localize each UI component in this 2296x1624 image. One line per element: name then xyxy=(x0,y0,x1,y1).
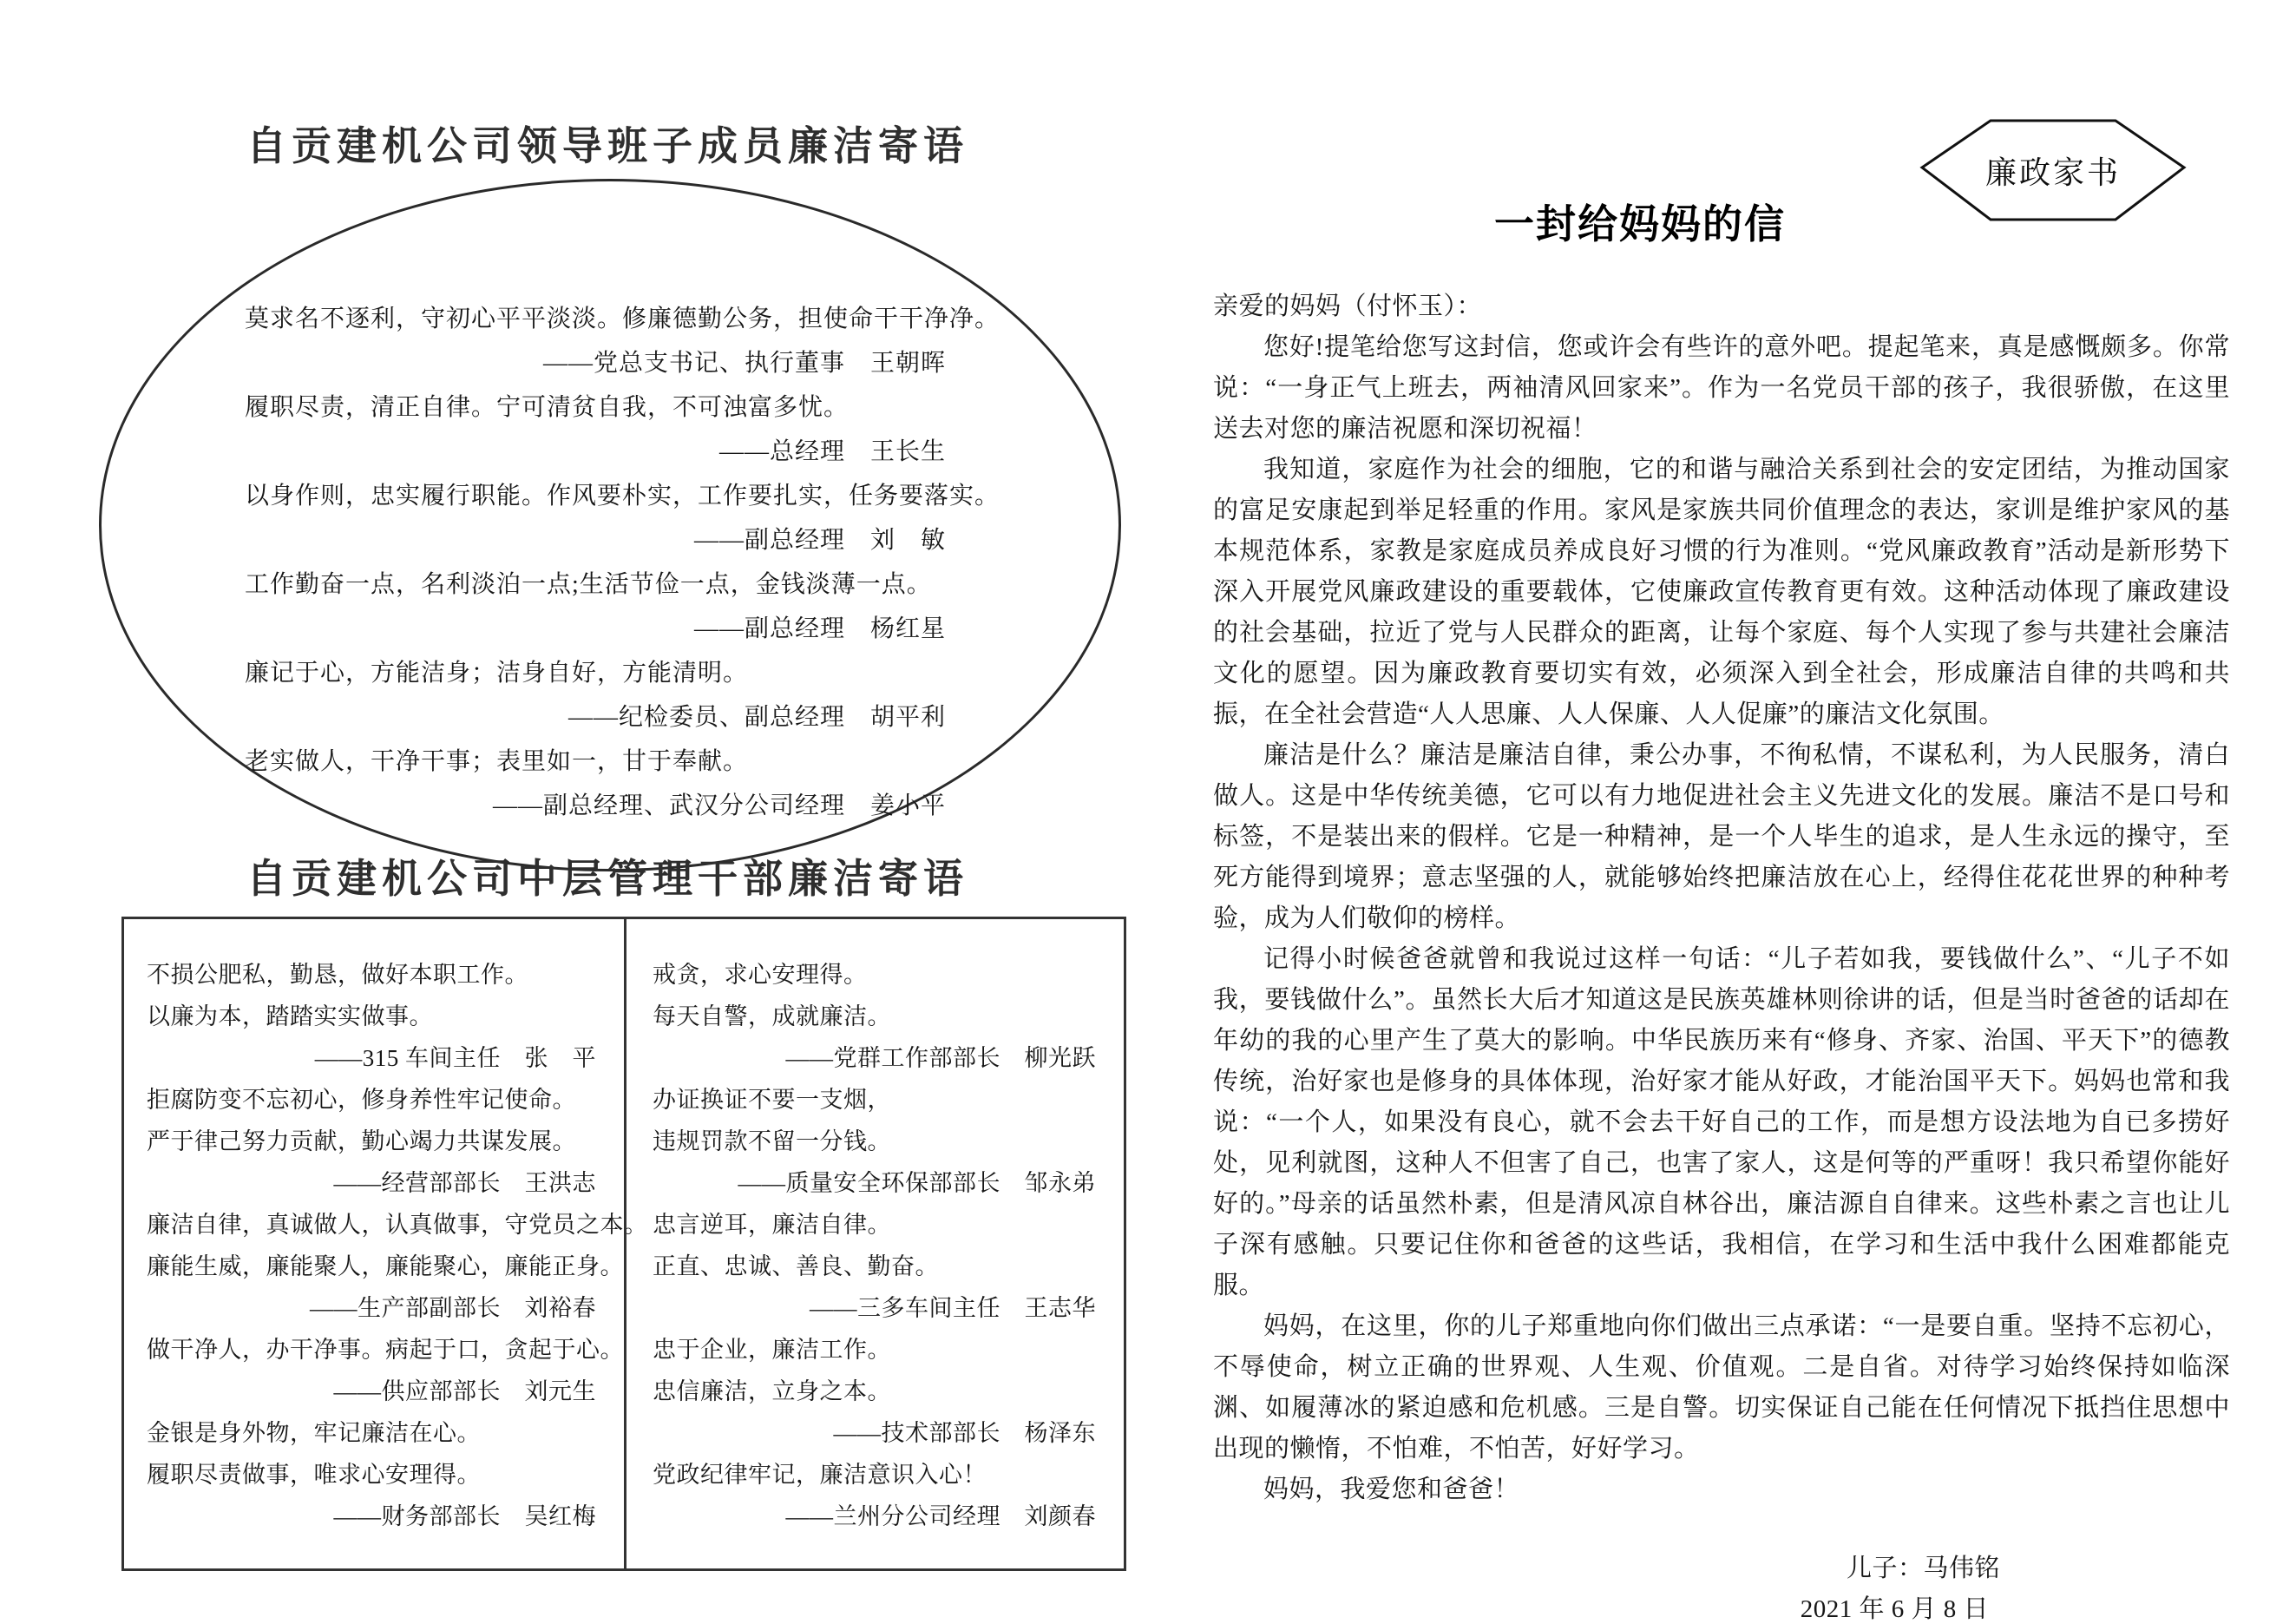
letter-signature: 儿子：马伟铭 xyxy=(1846,1555,2000,1582)
letter-body xyxy=(1213,286,2230,1624)
quote-line: 廉洁自律，真诚做人，认真做事，守党员之本。 xyxy=(147,1212,648,1238)
letter-salutation: 亲爱的妈妈（付怀玉）： xyxy=(1213,293,1483,320)
quote-attribution: ——315 车间主任 张 平 xyxy=(314,1045,596,1071)
middle-quotes-box xyxy=(121,917,1126,1571)
quote-item xyxy=(653,1079,1110,1204)
leader-quote xyxy=(245,474,1000,562)
quote-line: 履职尽责做事，唯求心安理得。 xyxy=(147,1462,481,1488)
quote-attribution: ——副总经理、武汉分公司经理 姜小平 xyxy=(492,792,946,819)
quote-line: 忠于企业，廉洁工作。 xyxy=(653,1337,891,1363)
integrity-letter-badge xyxy=(1918,115,2188,226)
quote-item xyxy=(147,954,610,1079)
quote-attribution: ——纪检委员、副总经理 胡平利 xyxy=(567,704,946,731)
quote-item xyxy=(147,1329,624,1412)
quote-line: 违规罚款不留一分钱。 xyxy=(653,1128,891,1154)
letter-date: 2021 年 6 月 8 日 xyxy=(1800,1595,1989,1623)
letter-paragraph: 我知道，家庭作为社会的细胞，它的和谐与融洽关系到社会的安定团结，为推动国家的富足安康起到举足轻重的作用。家风是家族共同价值理念的表达，家训是维护家风的基本规范体系，家教是家庭成员养成良好习惯的行为准则。“党风廉政教育”活动是新形势下深入开展党风廉政建设的重要载体，它使廉政宣传教育更有效。这种活动体现了廉政建设的社会基础，拉近了党与人民群众的距离，让每个家庭、每个人实现了参与共建社会廉洁文化的愿望。因为廉政教育要切实有效，必须深入到全社会，形成廉洁自律的共鸣和共振，在全社会营造“人人思廉、人人保廉、人人促廉”的廉洁文化氛围。 xyxy=(1213,456,2230,728)
quote-attribution: ——党群工作部部长 柳光跃 xyxy=(785,1045,1096,1071)
quote-text: 老实做人，干净干事；表里如一，甘于奉献。 xyxy=(245,748,749,775)
middle-managers-section-title: 自贡建机公司中层管理干部廉洁寄语 xyxy=(246,857,968,901)
quote-line: 以廉为本，踏踏实实做事。 xyxy=(147,1003,433,1029)
leaders-quotes xyxy=(245,297,1000,828)
quote-attribution: ——生产部副部长 刘裕春 xyxy=(310,1295,596,1321)
quote-attribution: ——兰州分公司经理 刘颜春 xyxy=(785,1503,1096,1529)
quote-line: 拒腐防变不忘初心，修身养性牢记使命。 xyxy=(147,1087,576,1113)
letter-paragraph: 廉洁是什么？廉洁是廉洁自律，秉公办事，不徇私情，不谋私利，为人民服务，清白做人。这是中华传统美德，它可以有力地促进社会主义先进文化的发展。廉洁不是口号和标签，不是装出来的假样。它是一种精神，是一个人毕生的追求，是人生永远的操守，至死方能得到境界；意志坚强的人，就能够始终把廉洁放在心上，经得住花花世界的种种考验，成为人们敬仰的榜样。 xyxy=(1213,741,2230,932)
middle-quotes-left-column xyxy=(124,919,648,1568)
leader-quote xyxy=(245,562,970,651)
quote-text: 莫求名不逐利，守初心平平淡淡。修廉德勤公务，担使命干干净净。 xyxy=(245,306,1000,332)
quote-attribution: ——财务部部长 吴红梅 xyxy=(333,1503,596,1529)
letter-title: 一封给妈妈的信 xyxy=(1494,202,1786,247)
quote-item xyxy=(653,954,1110,1079)
quote-line: 金银是身外物，牢记廉洁在心。 xyxy=(147,1420,481,1446)
quote-line: 党政纪律牢记，廉洁意识入心！ xyxy=(653,1462,987,1488)
quote-attribution: ——技术部部长 杨泽东 xyxy=(833,1420,1096,1446)
leader-quote xyxy=(245,385,970,474)
quote-item xyxy=(653,1204,1110,1329)
quote-attribution: ——总经理 王长生 xyxy=(718,438,946,465)
quote-line: 戒贪，求心安理得。 xyxy=(653,962,868,988)
quote-line: 正直、忠诚、善良、勤奋。 xyxy=(653,1253,939,1279)
quote-attribution: ——供应部部长 刘元生 xyxy=(333,1378,596,1404)
quote-line: 每天自警，成就廉洁。 xyxy=(653,1003,891,1029)
quote-attribution: ——副总经理 刘 敏 xyxy=(693,527,946,554)
quote-attribution: ——党总支书记、执行董事 王朝晖 xyxy=(542,350,946,377)
leader-quote xyxy=(245,740,970,828)
quote-item xyxy=(653,1454,1110,1537)
quote-attribution: ——经营部部长 王洪志 xyxy=(333,1170,596,1196)
letter-paragraph: 记得小时候爸爸就曾和我说过这样一句话：“儿子若如我，要钱做什么”、“儿子不如我，要钱做什么”。虽然长大后才知道这是民族英雄林则徐讲的话，但是当时爸爸的话却在年幼的我的心里产生了莫大的影响。中华民族历来有“修身、齐家、治国、平天下”的德教传统，治好家也是修身的具体体现，治好家才能从好政，才能治国平天下。妈妈也常和我说：“一个人，如果没有良心，就不会去干好自己的工作，而是想方设法地为自已多捞好处，见利就图，这种人不但害了自己，也害了家人，这是何等的严重呀！我只希望你能好好的。”母亲的话虽然朴素，但是清风凉自林谷出，廉洁源自自律来。这些朴素之言也让儿子深有感触。只要记住你和爸爸的这些话，我相信，在学习和生活中我什么困难都能克服。 xyxy=(1213,945,2230,1299)
quote-item xyxy=(147,1412,610,1537)
quote-item xyxy=(653,1329,1110,1454)
quote-line: 忠言逆耳，廉洁自律。 xyxy=(653,1212,891,1238)
badge-label: 廉政家书 xyxy=(1984,155,2121,190)
quote-line: 严于律己努力贡献，勤心竭力共谋发展。 xyxy=(147,1128,576,1154)
quote-text: 工作勤奋一点，名利淡泊一点;生活节俭一点，金钱淡薄一点。 xyxy=(245,571,932,598)
quote-line: 不损公肥私，勤恳，做好本职工作。 xyxy=(147,962,528,988)
letter-paragraph: 您好!提笔给您写这封信，您或许会有些许的意外吧。提起笔来，真是感慨颇多。你常说：“一身正气上班去，两袖清风回家来”。作为一名党员干部的孩子，我很骄傲，在这里送去对您的廉洁祝愿和深切祝福！ xyxy=(1213,333,2230,443)
quote-item xyxy=(147,1204,648,1329)
quote-text: 廉记于心，方能洁身；洁身自好，方能清明。 xyxy=(245,660,749,687)
leader-quote xyxy=(245,297,1000,385)
quote-line: 办证换证不要一支烟， xyxy=(653,1087,891,1113)
quote-text: 以身作则，忠实履行职能。作风要朴实，工作要扎实，任务要落实。 xyxy=(245,483,1000,510)
quote-line: 廉能生威，廉能聚人，廉能聚心，廉能正身。 xyxy=(147,1253,624,1279)
leaders-section-title: 自贡建机公司领导班子成员廉洁寄语 xyxy=(246,124,968,168)
quote-line: 忠信廉洁，立身之本。 xyxy=(653,1378,891,1404)
quote-attribution: ——副总经理 杨红星 xyxy=(693,615,946,642)
quote-item xyxy=(147,1079,610,1204)
leader-quote xyxy=(245,651,970,740)
quote-attribution: ——三多车间主任 王志华 xyxy=(810,1295,1096,1321)
quote-attribution: ——质量安全环保部部长 邹永弟 xyxy=(738,1170,1096,1196)
quote-line: 做干净人，办干净事。病起于口，贪起于心。 xyxy=(147,1337,624,1363)
quote-text: 履职尽责，清正自律。宁可清贫自我，不可浊富多忧。 xyxy=(245,394,850,421)
letter-closing: 妈妈，我爱您和爸爸！ xyxy=(1263,1476,1520,1503)
middle-quotes-right-column xyxy=(624,919,1124,1568)
letter-paragraph: 妈妈，在这里，你的儿子郑重地向你们做出三点承诺：“一是要自重。坚持不忘初心，不辱使命，树立正确的世界观、人生观、价值观。二是自省。对待学习始终保持如临深渊、如履薄冰的紧迫感和危机感。三是自警。切实保证自己能在任何情况下抵挡住思想中出现的懒惰，不怕难，不怕苦，好好学习。 xyxy=(1213,1312,2230,1463)
